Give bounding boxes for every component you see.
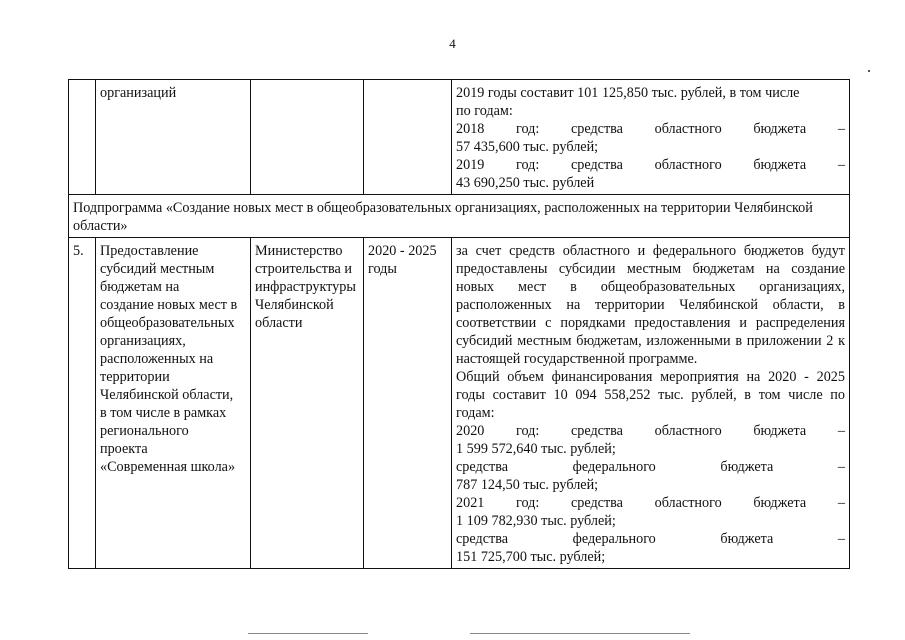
funding-entry-2020-federal xyxy=(456,458,845,476)
executor-line: Министерство xyxy=(255,243,343,259)
name-line: бюджетам на xyxy=(100,279,180,295)
scan-artifact-line xyxy=(470,633,690,634)
entry-dash: – xyxy=(837,531,845,547)
desc-text: 2019 годы составит 101 125,850 тыс. рублей, в том числе xyxy=(456,85,800,101)
entry-word: областного xyxy=(654,423,722,439)
name-line: «Современная школа» xyxy=(100,459,236,475)
table-row-5 xyxy=(69,238,850,569)
executor-line: Челябинской xyxy=(255,297,334,313)
entry-word: средства xyxy=(570,121,623,137)
period-line: годы xyxy=(368,261,397,277)
scan-speck xyxy=(868,70,870,72)
desc-paragraph-2: Общий объем финансирования мероприятия на 2020 - 2025 годы составит 10 094 558,252 тыс. рублей, в том числе по годам: xyxy=(456,369,845,421)
name-line: создание новых мест в xyxy=(100,297,238,313)
cell-period xyxy=(364,238,452,569)
entry-word: областного xyxy=(654,157,722,173)
funding-amount: 57 435,600 тыс. рублей; xyxy=(456,139,599,155)
entry-dash: – xyxy=(837,459,845,475)
entry-word: год: xyxy=(516,495,540,511)
entry-dash: – xyxy=(837,157,845,173)
entry-word: средства xyxy=(456,531,509,547)
name-line: в том числе в рамках xyxy=(100,405,227,421)
row-number: 5. xyxy=(73,243,84,259)
scan-artifact-line xyxy=(248,633,368,634)
entry-word: федерального xyxy=(572,531,656,547)
entry-year: 2019 xyxy=(456,157,485,173)
entry-year: 2021 xyxy=(456,495,485,511)
desc-paragraph-1: за счет средств областного и федерального бюджетов будут предоставлены субсидии местным бюджетам на создание новых мест в общеобразовательных организациях, расположенных на территории Челябинской области, в соответствии с порядками предоставления и распределения субсидий местным бюджетам, изложенными в приложении 2 к настоящей государственной программе. xyxy=(456,243,845,367)
entry-year: 2020 xyxy=(456,423,485,439)
entry-word: федерального xyxy=(572,459,656,475)
entry-dash: – xyxy=(837,121,845,137)
cell-description xyxy=(452,238,850,569)
executor-line: строительства и xyxy=(255,261,352,277)
entry-word: средства xyxy=(570,423,623,439)
funding-amount: 43 690,250 тыс. рублей xyxy=(456,175,595,191)
entry-dash: – xyxy=(837,423,845,439)
name-line: проекта xyxy=(100,441,148,457)
desc-line: по годам: xyxy=(456,103,513,119)
entry-word: бюджета xyxy=(720,531,774,547)
name-line: организациях, xyxy=(100,333,186,349)
funding-amount: 1 599 572,640 тыс. рублей; xyxy=(456,441,616,457)
entry-word: бюджета xyxy=(753,495,807,511)
cell-executor xyxy=(251,80,364,195)
funding-entry-2019 xyxy=(456,156,845,174)
entry-word: бюджета xyxy=(753,423,807,439)
entry-word: бюджета xyxy=(753,157,807,173)
cell-measure-name xyxy=(96,238,251,569)
entry-year: 2018 xyxy=(456,121,485,137)
cell-number xyxy=(69,80,96,195)
funding-entry-2020 xyxy=(456,422,845,440)
desc-line xyxy=(456,84,845,102)
entry-word: областного xyxy=(654,121,722,137)
funding-entry-2018 xyxy=(456,120,845,138)
name-line: общеобразовательных xyxy=(100,315,235,331)
program-measures-table xyxy=(68,79,850,569)
period-line: 2020 - 2025 xyxy=(368,243,437,259)
name-line: Челябинской области, xyxy=(100,387,234,403)
funding-entry-2021-federal xyxy=(456,530,845,548)
funding-amount: 1 109 782,930 тыс. рублей; xyxy=(456,513,616,529)
cell-description xyxy=(452,80,850,195)
executor-line: инфраструктуры xyxy=(255,279,356,295)
entry-word: год: xyxy=(516,121,540,137)
subprogram-header-row xyxy=(69,195,850,238)
name-line: расположенных на xyxy=(100,351,214,367)
cell-measure-name xyxy=(96,80,251,195)
entry-dash: – xyxy=(837,495,845,511)
entry-word: средства xyxy=(570,495,623,511)
cell-number xyxy=(69,238,96,569)
name-line: Предоставление xyxy=(100,243,199,259)
page-number: 4 xyxy=(449,36,456,51)
name-line: территории xyxy=(100,369,170,385)
entry-word: год: xyxy=(516,157,540,173)
entry-word: областного xyxy=(654,495,722,511)
entry-word: бюджета xyxy=(720,459,774,475)
name-line: регионального xyxy=(100,423,189,439)
cell-executor xyxy=(251,238,364,569)
entry-word: бюджета xyxy=(753,121,807,137)
table-row-continued xyxy=(69,80,850,195)
entry-word: средства xyxy=(456,459,509,475)
name-line: субсидий местным xyxy=(100,261,215,277)
subprogram-header: Подпрограмма «Создание новых мест в общеобразовательных организациях, расположенных на территории Челябинской области» xyxy=(69,195,850,238)
measure-name-text: организаций xyxy=(100,85,177,101)
entry-word: средства xyxy=(570,157,623,173)
cell-period xyxy=(364,80,452,195)
funding-amount: 151 725,700 тыс. рублей; xyxy=(456,549,606,565)
funding-entry-2021 xyxy=(456,494,845,512)
entry-word: год: xyxy=(516,423,540,439)
funding-amount: 787 124,50 тыс. рублей; xyxy=(456,477,599,493)
executor-line: области xyxy=(255,315,303,331)
